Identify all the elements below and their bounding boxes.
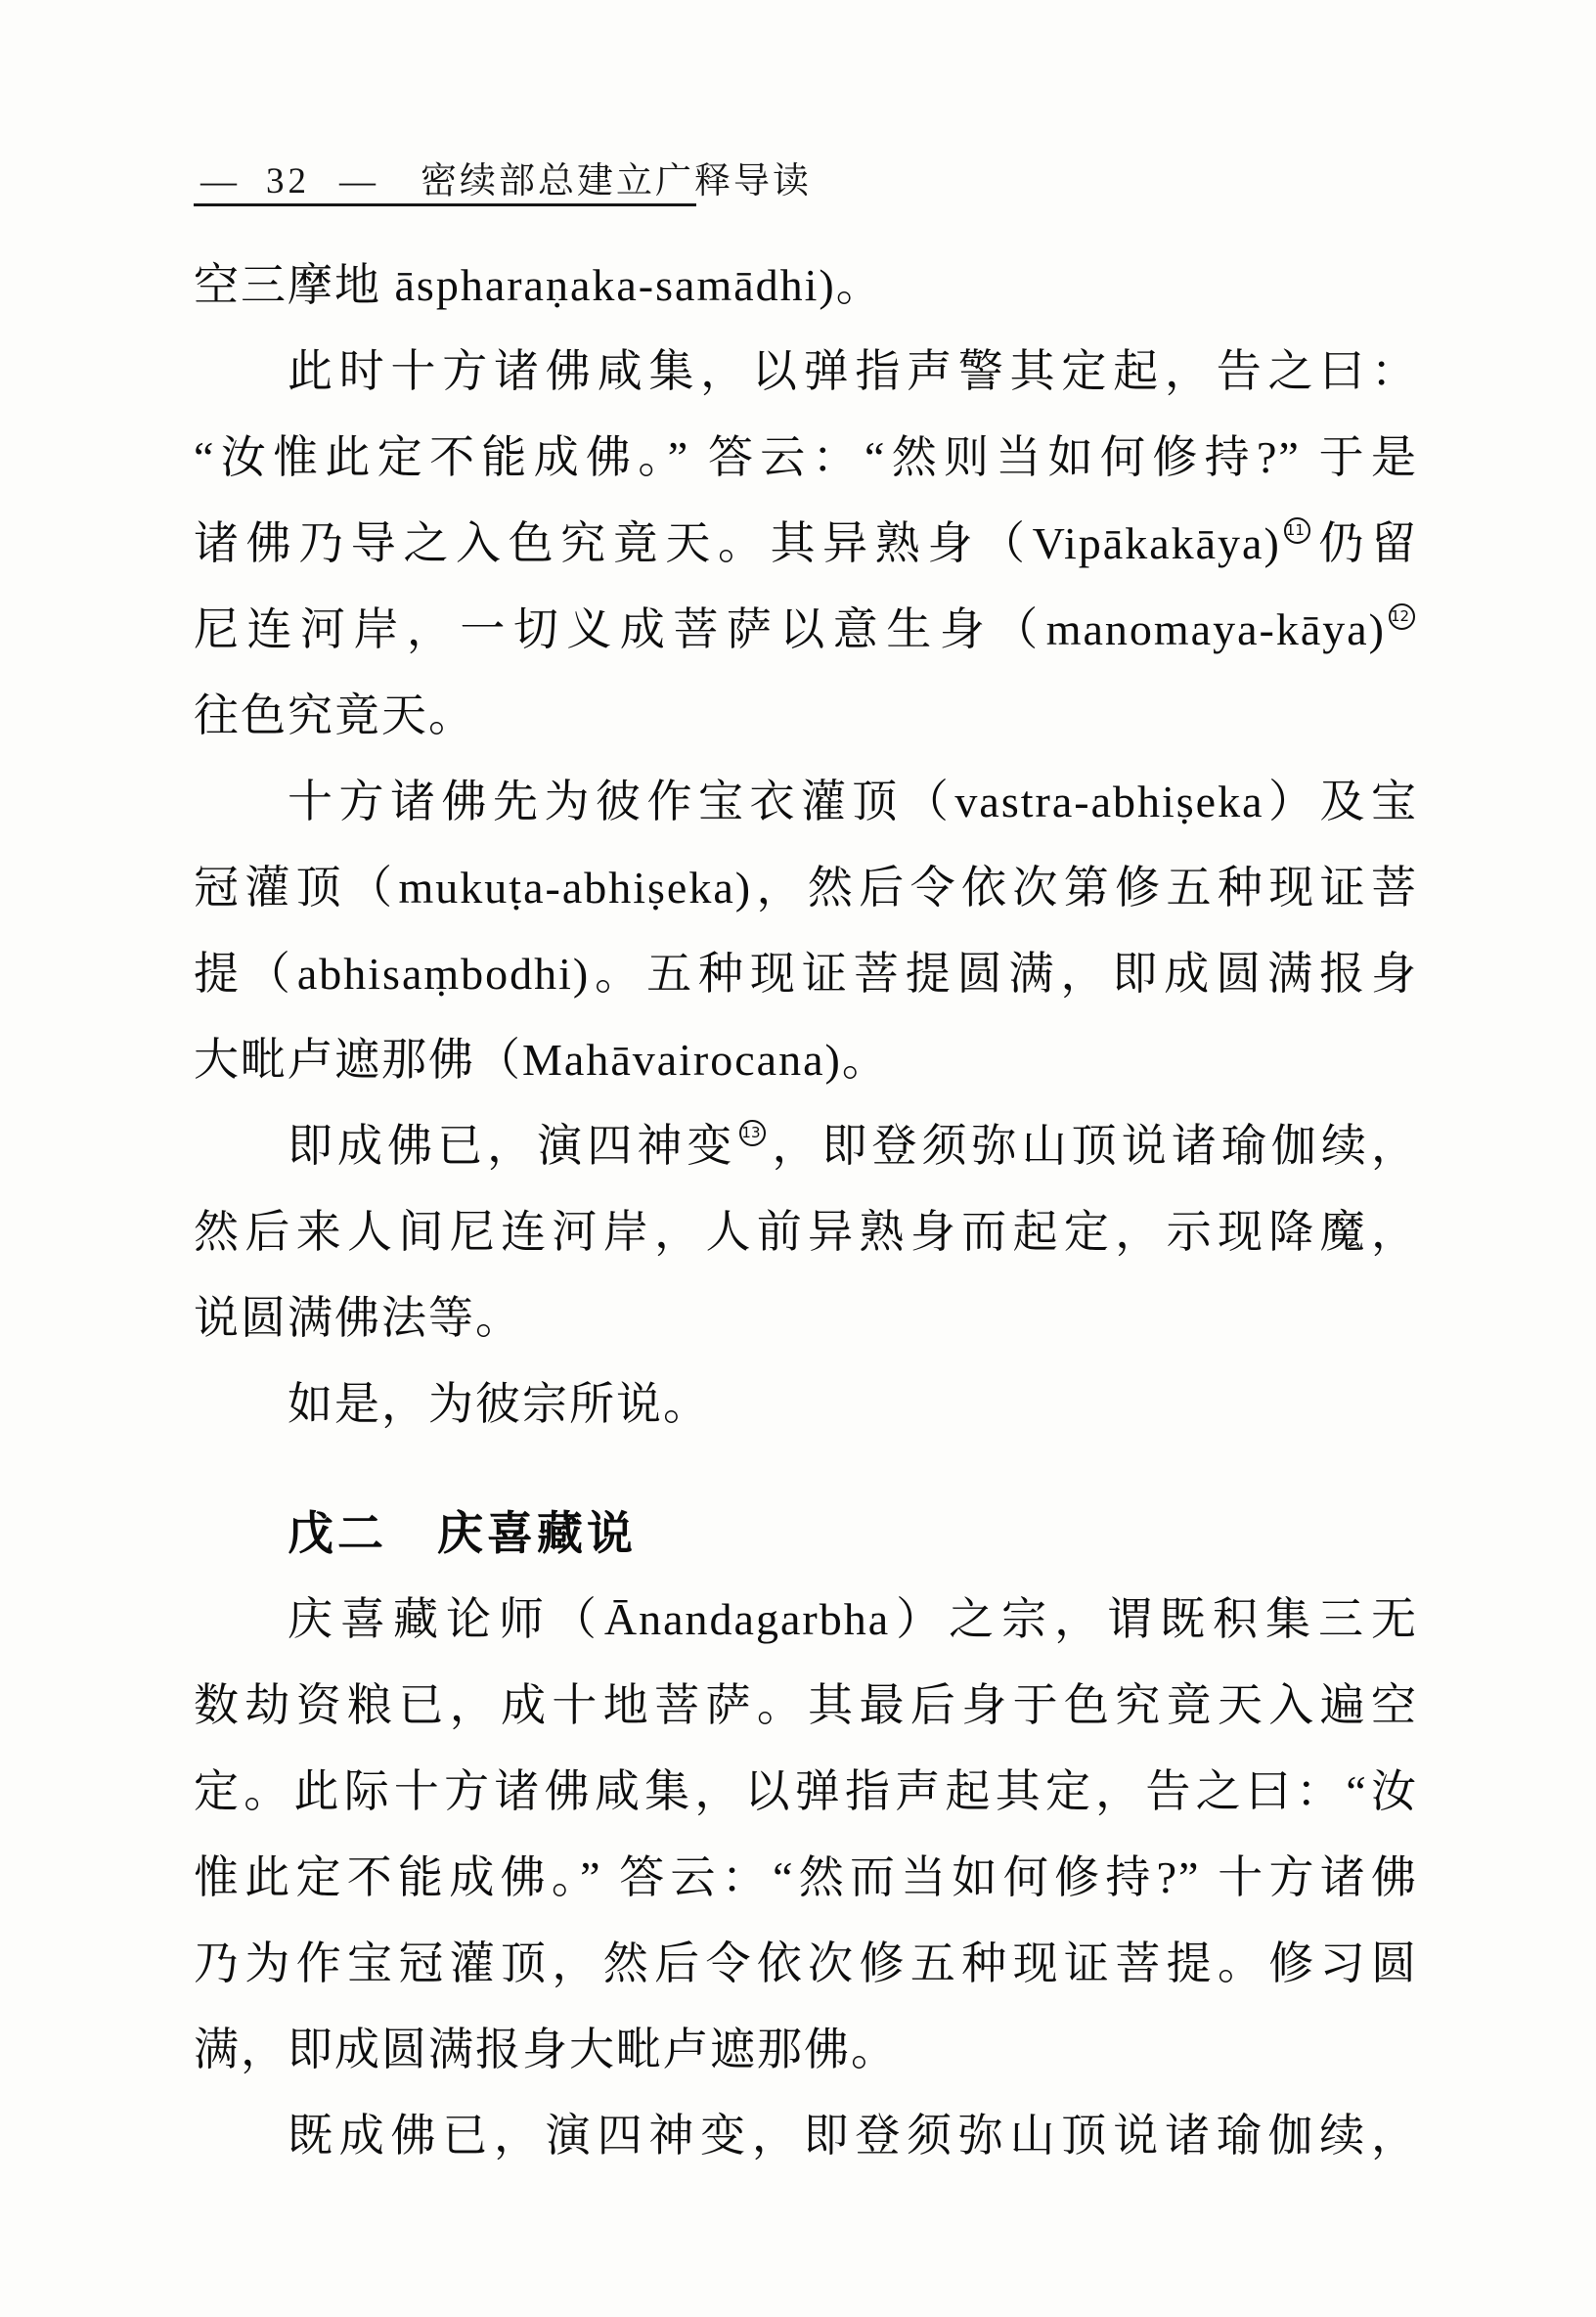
text-line: 满，即成圆满报身大毗卢遮那佛。 [194,2025,898,2074]
text-line: “汝惟此定不能成佛。” 答云：“然则当如何修持?” 于是 [194,432,1418,482]
text-line: 冠灌顶（mukuṭa-abhiṣeka)，然后令依次第修五种现证菩 [194,863,1418,913]
page-number: 32 [266,161,310,201]
book-title: 密续部总建立广释导读 [421,161,812,201]
text-line: 十方诸佛先为彼作宝衣灌顶（vastra-abhiṣeka）及宝 [288,777,1418,826]
page-body [194,243,1418,2179]
section-heading: 戊二 庆喜藏说 [288,1507,637,1559]
text-line: 庆喜藏论师（Ānandagarbha）之宗，谓既积集三无 [288,1594,1418,1644]
text-line: 诸佛乃导之入色究竟天。其异熟身（Vipākakāya) $^{11}$ 仍留 [194,518,1418,568]
header-dash-right: — [339,161,377,201]
footnote-marker: 12 [1389,603,1415,630]
text-line: 定。此际十方诸佛咸集，以弹指声起其定，告之曰：“汝 [194,1766,1418,1816]
text-line: 此时十方诸佛咸集，以弹指声警其定起，告之曰： [288,346,1418,396]
text-line: 如是，为彼宗所说。 [288,1379,710,1429]
text-line: 然后来人间尼连河岸，人前异熟身而起定，示现降魔， [194,1207,1418,1257]
text-line: 往色究竟天。 [194,691,475,740]
text-line: 惟此定不能成佛。” 答云：“然而当如何修持?” 十方诸佛 [194,1852,1418,1902]
footnote-marker: 13 [739,1120,766,1146]
header-dash-left: — [200,161,239,201]
text-line: 尼连河岸，一切义成菩萨以意生身（manomaya-kāya) $^{12}$ [194,587,1418,673]
text-line: 大毗卢遮那佛（Mahāvairocana)。 [194,1035,889,1085]
page-header [200,151,812,203]
text-line: 乃为作宝冠灌顶，然后令依次修五种现证菩提。修习圆 [194,1938,1418,1988]
text-line: 即成佛已，演四神变 $^{13}$ ，即登须弥山顶说诸瑜伽续， [288,1121,1418,1171]
text-line: 提（abhisaṃbodhi)。五种现证菩提圆满，即成圆满报身 [194,949,1418,999]
text-line: 空三摩地 āspharaṇaka-samādhi)。 [194,260,883,310]
header-rule [194,203,696,206]
text-line: 数劫资粮已，成十地菩萨。其最后身于色究竟天入遍空 [194,1680,1418,1730]
footnote-marker: 11 [1284,517,1310,544]
text-line: 说圆满佛法等。 [194,1293,522,1343]
text-line: 既成佛已，演四神变，即登须弥山顶说诸瑜伽续， [288,2111,1418,2161]
